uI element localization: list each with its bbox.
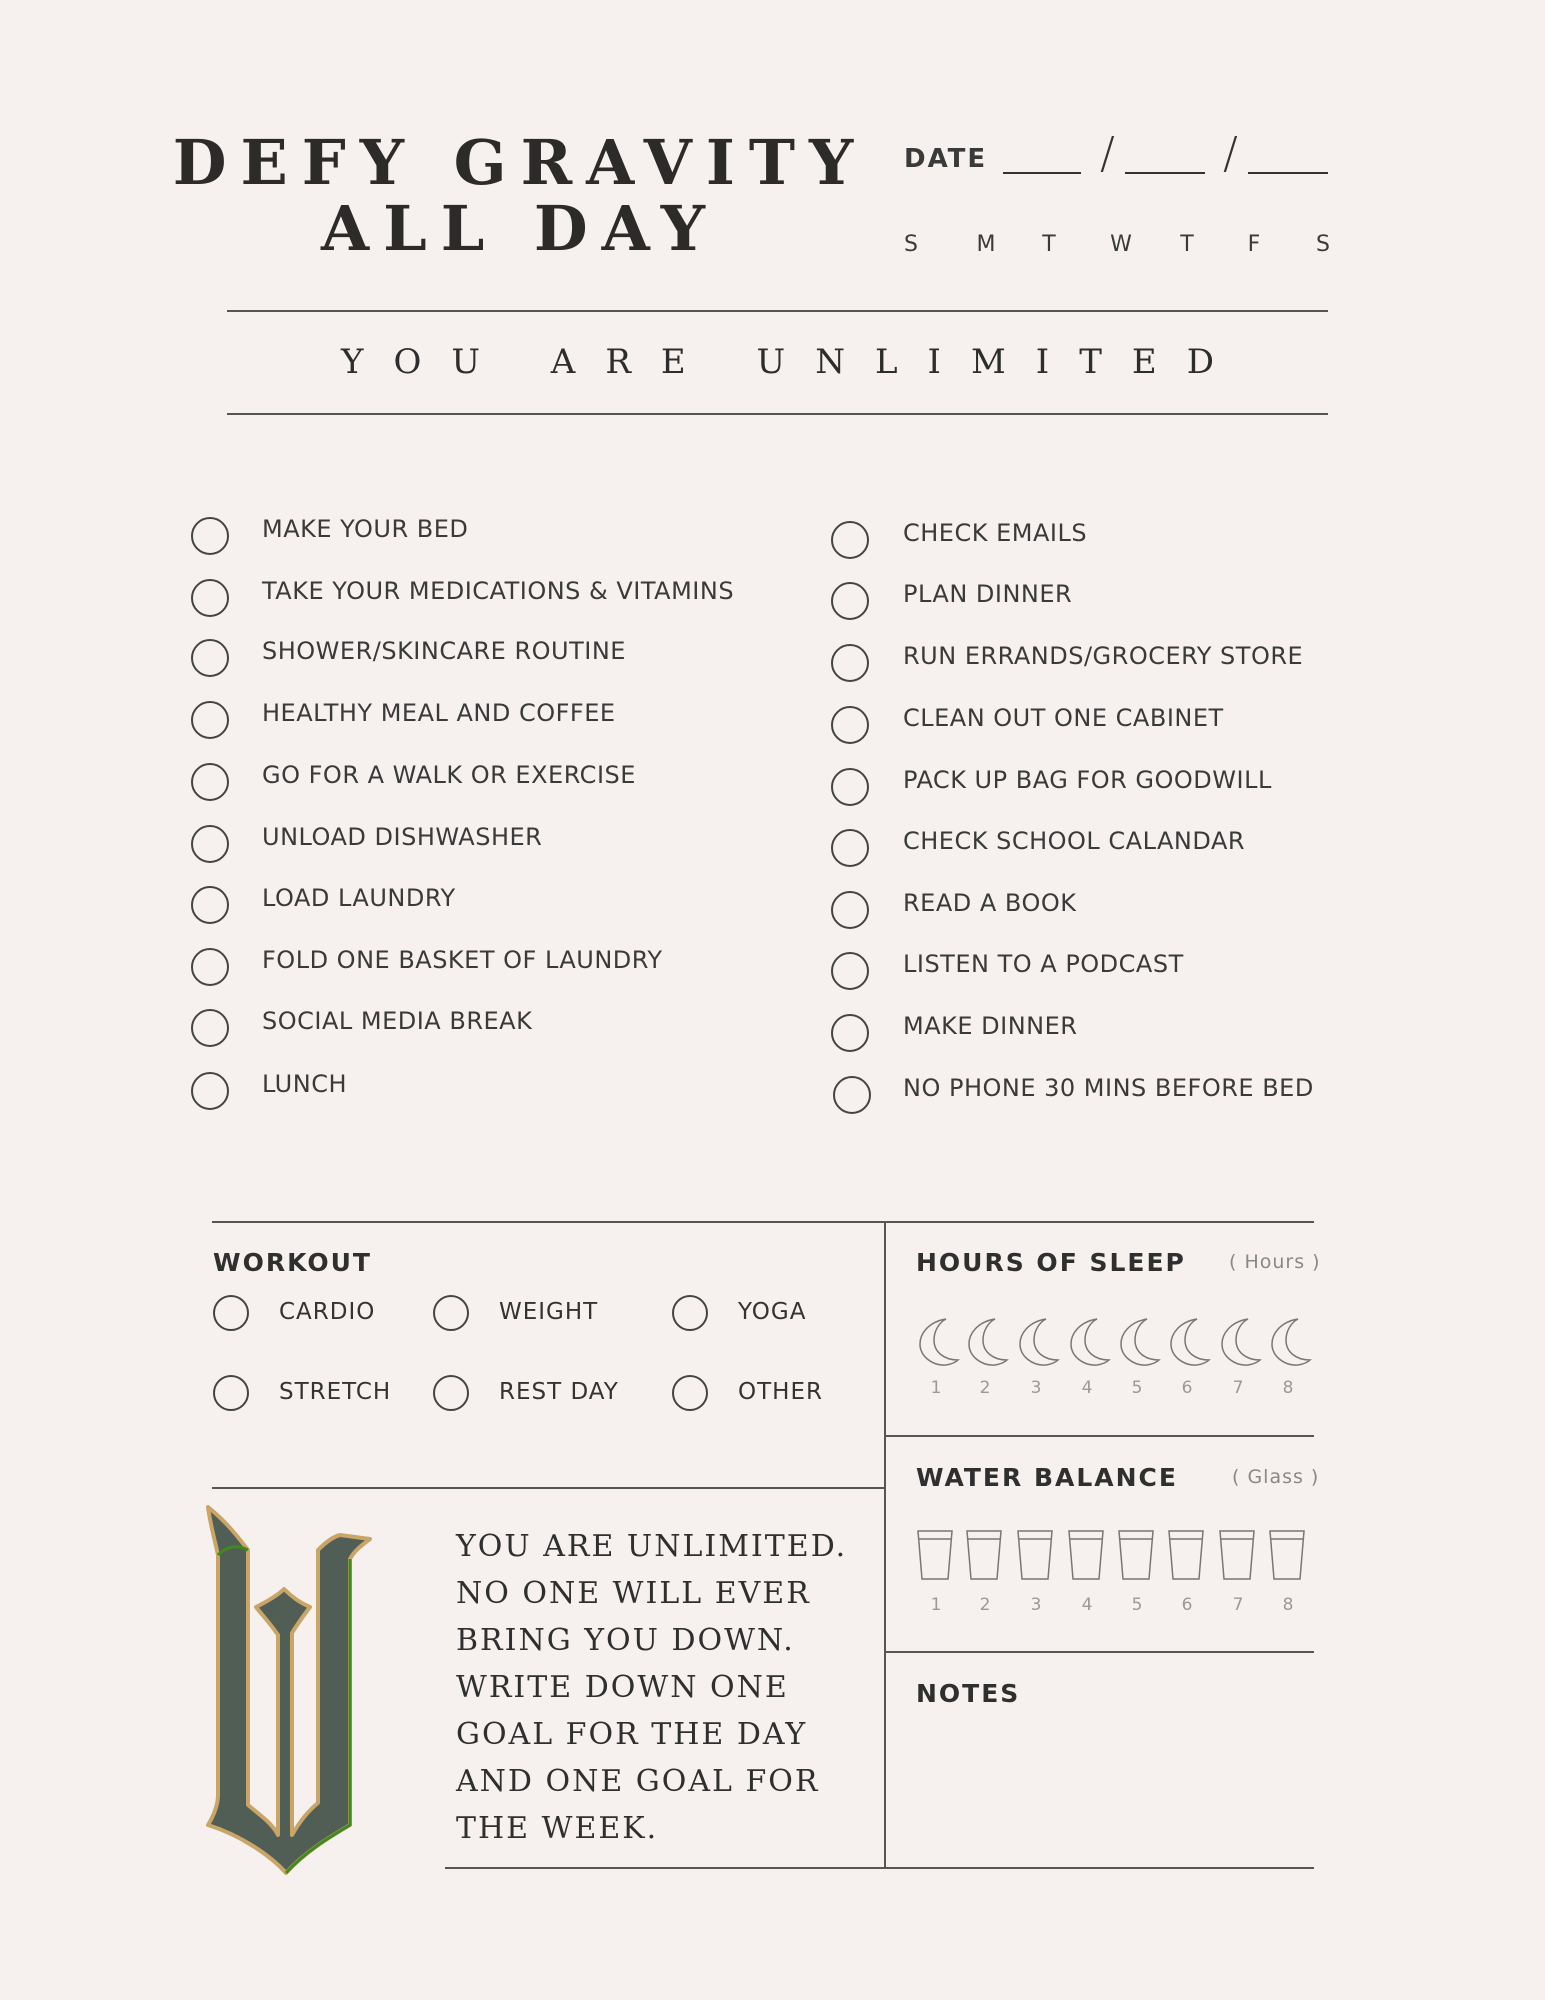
sleep-number: 7 — [1232, 1378, 1244, 1398]
workout-checkbox[interactable] — [672, 1375, 708, 1411]
workout-checkbox[interactable] — [213, 1295, 249, 1331]
sleep-unit: ( Hours ) — [1229, 1251, 1321, 1273]
workout-option-label: STRETCH — [279, 1379, 392, 1405]
notes-label: NOTES — [916, 1679, 1021, 1708]
quote-line: BRING YOU DOWN. — [456, 1623, 795, 1658]
workout-option-label: OTHER — [738, 1379, 823, 1405]
water-number: 1 — [930, 1595, 942, 1615]
moon-icon[interactable] — [1268, 1316, 1312, 1372]
weekday-4[interactable]: T — [1180, 232, 1194, 257]
moon-icon[interactable] — [1016, 1316, 1060, 1372]
sleep-number: 4 — [1081, 1378, 1093, 1398]
task-checkbox[interactable] — [831, 706, 869, 744]
motto: YOU ARE UNLIMITED — [341, 342, 1244, 382]
water-label: WATER BALANCE — [916, 1463, 1178, 1492]
bottom-vertical-divider — [884, 1221, 886, 1869]
water-number: 6 — [1181, 1595, 1193, 1615]
glass-icon[interactable] — [1067, 1528, 1105, 1586]
quote-line: WRITE DOWN ONE — [456, 1670, 789, 1705]
moon-icon[interactable] — [1117, 1316, 1161, 1372]
water-number: 4 — [1081, 1595, 1093, 1615]
task-label: HEALTHY MEAL AND COFFEE — [262, 699, 616, 727]
weekday-0[interactable]: S — [904, 232, 918, 257]
glass-icon[interactable] — [1117, 1528, 1155, 1586]
task-label: RUN ERRANDS/GROCERY STORE — [903, 642, 1304, 670]
task-checkbox[interactable] — [191, 1072, 229, 1110]
moon-icon[interactable] — [916, 1316, 960, 1372]
task-label: CHECK SCHOOL CALANDAR — [903, 827, 1246, 855]
task-checkbox[interactable] — [191, 948, 229, 986]
workout-checkbox[interactable] — [433, 1375, 469, 1411]
task-checkbox[interactable] — [191, 825, 229, 863]
date-slash-1: / — [1100, 128, 1115, 179]
water-unit: ( Glass ) — [1232, 1466, 1320, 1488]
weekday-3[interactable]: W — [1110, 232, 1132, 257]
task-checkbox[interactable] — [831, 582, 869, 620]
glass-icon[interactable] — [916, 1528, 954, 1586]
task-checkbox[interactable] — [191, 639, 229, 677]
task-label: CLEAN OUT ONE CABINET — [903, 704, 1224, 732]
moon-icon[interactable] — [1067, 1316, 1111, 1372]
notes-area[interactable] — [900, 1720, 1310, 1860]
workout-option-label: CARDIO — [279, 1299, 376, 1325]
date-field-month[interactable] — [1003, 172, 1081, 174]
task-checkbox[interactable] — [831, 891, 869, 929]
quote-line: THE WEEK. — [456, 1811, 659, 1846]
w-logo — [200, 1505, 380, 1879]
workout-bottom-rule — [212, 1487, 885, 1489]
moon-icon[interactable] — [1167, 1316, 1211, 1372]
task-label: MAKE YOUR BED — [262, 515, 469, 543]
weekday-6[interactable]: S — [1316, 232, 1330, 257]
water-number: 7 — [1232, 1595, 1244, 1615]
bottom-section-bottom-rule — [445, 1867, 1314, 1869]
water-number: 8 — [1282, 1595, 1294, 1615]
task-label: PLAN DINNER — [903, 580, 1073, 608]
workout-label: WORKOUT — [213, 1248, 372, 1277]
task-checkbox[interactable] — [191, 579, 229, 617]
task-label: PACK UP BAG FOR GOODWILL — [903, 766, 1272, 794]
moon-icon[interactable] — [965, 1316, 1009, 1372]
task-label: READ A BOOK — [903, 889, 1077, 917]
weekday-2[interactable]: T — [1042, 232, 1056, 257]
weekday-5[interactable]: F — [1247, 232, 1261, 257]
task-checkbox[interactable] — [831, 829, 869, 867]
quote-line: AND ONE GOAL FOR — [456, 1764, 820, 1799]
date-label: DATE — [904, 144, 988, 174]
sleep-number: 6 — [1181, 1378, 1193, 1398]
water-bottom-rule — [885, 1651, 1314, 1653]
date-field-day[interactable] — [1125, 172, 1205, 174]
page-title — [140, 126, 900, 265]
task-checkbox[interactable] — [191, 886, 229, 924]
sleep-number: 1 — [930, 1378, 942, 1398]
date-slash-2: / — [1223, 128, 1238, 179]
sleep-label: HOURS OF SLEEP — [916, 1248, 1186, 1277]
task-label: FOLD ONE BASKET OF LAUNDRY — [262, 946, 663, 974]
sleep-number: 2 — [979, 1378, 991, 1398]
task-label: LUNCH — [262, 1070, 347, 1098]
workout-checkbox[interactable] — [433, 1295, 469, 1331]
task-checkbox[interactable] — [831, 644, 869, 682]
glass-icon[interactable] — [1268, 1528, 1306, 1586]
task-checkbox[interactable] — [833, 1076, 871, 1114]
task-label: LISTEN TO A PODCAST — [903, 950, 1184, 978]
task-label: SHOWER/SKINCARE ROUTINE — [262, 637, 626, 665]
water-number: 2 — [979, 1595, 991, 1615]
water-number: 3 — [1030, 1595, 1042, 1615]
workout-option-label: REST DAY — [499, 1379, 619, 1405]
workout-checkbox[interactable] — [213, 1375, 249, 1411]
task-label: NO PHONE 30 MINS BEFORE BED — [903, 1074, 1314, 1102]
motto-rule-bottom — [227, 413, 1328, 415]
task-checkbox[interactable] — [191, 701, 229, 739]
task-checkbox[interactable] — [831, 521, 869, 559]
quote-line: GOAL FOR THE DAY — [456, 1717, 808, 1752]
glass-icon[interactable] — [1016, 1528, 1054, 1586]
task-checkbox[interactable] — [191, 517, 229, 555]
task-checkbox[interactable] — [831, 952, 869, 990]
motto-rule-top — [227, 310, 1328, 312]
title-line-1: DEFY GRAVITY — [172, 126, 868, 199]
workout-option-label: WEIGHT — [499, 1299, 599, 1325]
task-label: GO FOR A WALK OR EXERCISE — [262, 761, 636, 789]
date-field-year[interactable] — [1248, 172, 1328, 174]
task-checkbox[interactable] — [191, 763, 229, 801]
weekday-1[interactable]: M — [976, 232, 996, 257]
sleep-number: 5 — [1131, 1378, 1143, 1398]
title-line-2: ALL DAY — [321, 192, 719, 265]
glass-icon[interactable] — [965, 1528, 1003, 1586]
task-label: TAKE YOUR MEDICATIONS & VITAMINS — [262, 577, 735, 605]
task-checkbox[interactable] — [831, 1014, 869, 1052]
bottom-section-top-rule — [212, 1221, 1314, 1223]
task-checkbox[interactable] — [191, 1009, 229, 1047]
glass-icon[interactable] — [1167, 1528, 1205, 1586]
task-checkbox[interactable] — [831, 768, 869, 806]
quote-line: YOU ARE UNLIMITED. — [456, 1529, 848, 1564]
moon-icon[interactable] — [1218, 1316, 1262, 1372]
water-number: 5 — [1131, 1595, 1143, 1615]
task-label: CHECK EMAILS — [903, 519, 1088, 547]
task-label: LOAD LAUNDRY — [262, 884, 456, 912]
glass-icon[interactable] — [1218, 1528, 1256, 1586]
task-label: SOCIAL MEDIA BREAK — [262, 1007, 533, 1035]
sleep-number: 3 — [1030, 1378, 1042, 1398]
quote-line: NO ONE WILL EVER — [456, 1576, 811, 1611]
sleep-number: 8 — [1282, 1378, 1294, 1398]
sleep-bottom-rule — [885, 1435, 1314, 1437]
task-label: MAKE DINNER — [903, 1012, 1078, 1040]
workout-checkbox[interactable] — [672, 1295, 708, 1331]
quote-block — [456, 1523, 847, 1852]
task-label: UNLOAD DISHWASHER — [262, 823, 543, 851]
workout-option-label: YOGA — [738, 1299, 807, 1325]
